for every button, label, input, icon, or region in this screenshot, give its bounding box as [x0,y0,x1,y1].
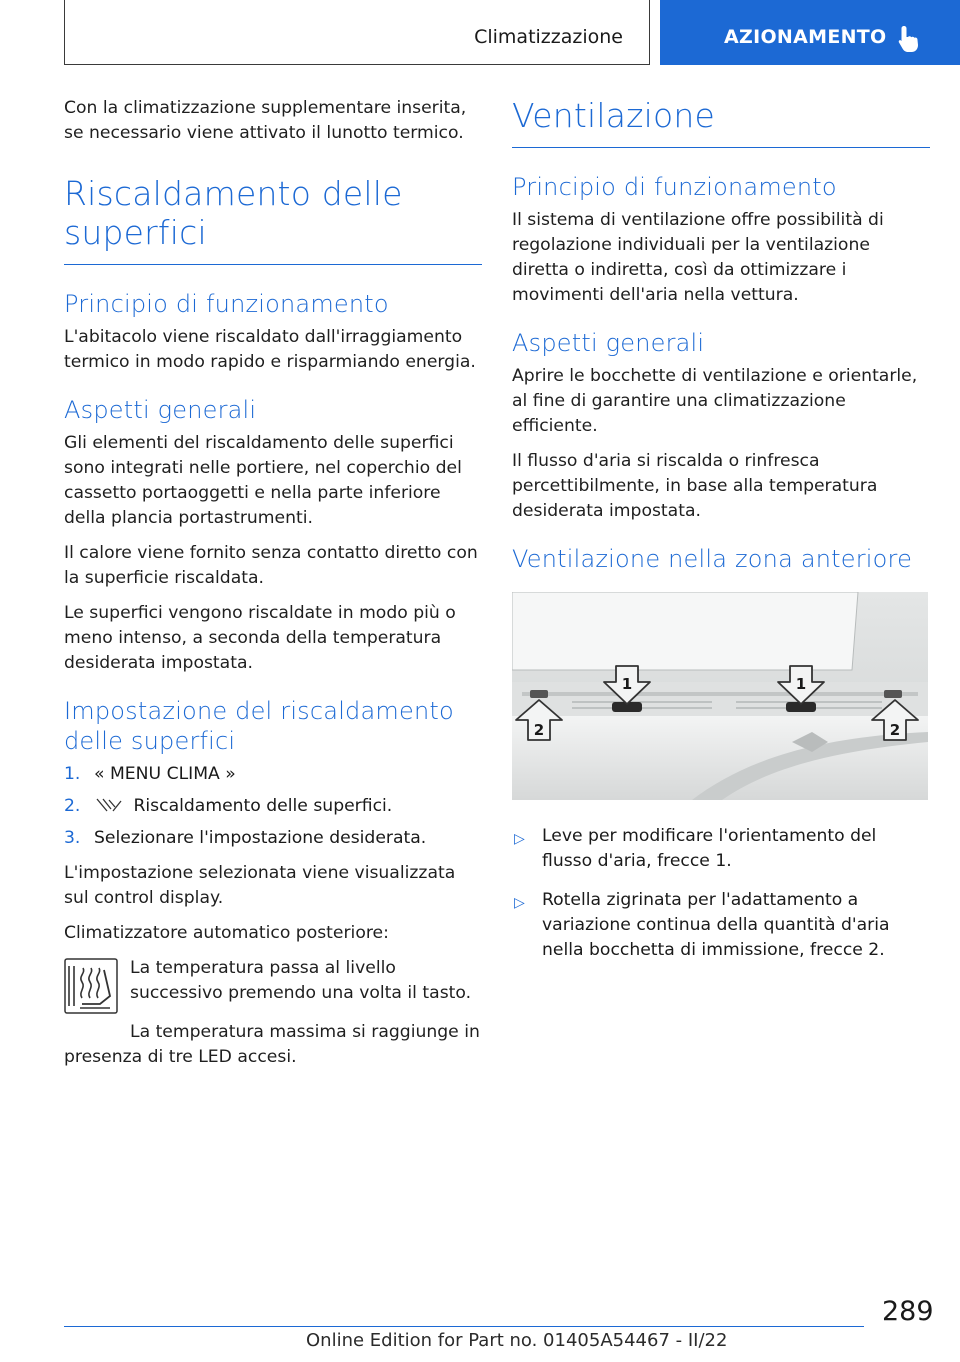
step-text: « MENU CLIMA » [94,764,236,784]
arrow-label: 2 [889,721,901,739]
bullet-triangle-icon: ▷ [514,895,525,911]
setting-paragraph-4: La temperatura massima si raggiunge in presenza di tre LED accesi. [64,1022,480,1067]
heading-vent-general: Aspetti generali [512,329,705,357]
footer-divider [64,1326,864,1327]
list-item [512,824,930,874]
bullet-triangle-icon: ▷ [514,831,525,847]
list-item [512,888,930,963]
right-column [512,96,930,977]
arrow-label: 1 [795,675,807,693]
setting-paragraph-1: L'impostazione selezionata viene visualizzata sul control display. [64,863,456,908]
page-number: 289 [882,1296,934,1327]
hand-pointer-icon [896,24,922,54]
setting-paragraph-2: Climatizzatore automatico posteriore: [64,923,389,943]
step-text: Riscaldamento delle superfici. [133,796,393,816]
step-number: 1. [64,764,81,784]
heading-principle: Principio di funzionamento [64,290,389,318]
left-column [64,96,482,1080]
vent-general-paragraph-1: Aprire le bocchette di ventilazione e orientarle, al fine di garantire una climatizzazione efficiente. [512,366,918,436]
bullet-text: Leve per modificare l'orientamento del flusso d'aria, frecce 1. [542,826,877,871]
step-item [64,826,482,851]
general-paragraph-3: Le superfici vengono riscaldate in modo più o meno intenso, a seconda della temperatura desiderata impostata. [64,603,456,673]
header-section-title: Climatizzazione [474,26,623,48]
intro-paragraph: Con la climatizzazione supplementare inserita, se necessario viene attivato il lunotto termico. [64,98,467,143]
heading-general: Aspetti generali [64,396,257,424]
arrow-label: 2 [533,721,545,739]
step-text: Selezionare l'impostazione desiderata. [94,828,427,848]
step-item [64,762,482,787]
vent-principle-text: Il sistema di ventilazione offre possibilità di regolazione individuali per la ventilazione diretta o indiretta, così da ottimizzare i movimenti dell'aria nella vettura. [512,210,884,305]
rear-seat-heating-button-icon [64,958,118,1014]
header-chapter-title: AZIONAMENTO [724,26,887,48]
footer-edition: Online Edition for Part no. 01405A54467 - II/22 [306,1330,728,1351]
general-paragraph-2: Il calore viene fornito senza contatto diretto con la superficie riscaldata. [64,543,478,588]
vent-bullet-list [512,824,930,963]
heading-vent-principle: Principio di funzionamento [512,173,837,201]
heading-surface-heating: Riscaldamento delle superfici [64,174,482,265]
heading-setting: Impostazione del riscaldamento delle superfici [64,697,454,755]
setting-paragraph-3: La temperatura passa al livello successivo premendo una volta il tasto. [130,958,472,1003]
arrow-label: 1 [621,675,633,693]
surface-heating-icon [94,796,124,814]
step-number: 3. [64,828,81,848]
header-section-box [64,0,650,65]
general-paragraph-1: Gli elementi del riscaldamento delle superfici sono integrati nelle portiere, nel coperchio del cassetto portaoggetti e nella parte inferiore della plancia portastrumenti. [64,433,462,528]
front-vents-photo [512,592,928,800]
header-chapter-box [660,0,960,65]
bullet-text: Rotella zigrinata per l'adattamento a variazione continua della quantità d'aria nella bocchetta di immissione, frecce 2. [542,890,890,960]
seat-heating-button-row [64,956,482,1018]
heading-ventilation: Ventilazione [512,96,930,148]
step-number: 2. [64,796,81,816]
step-item [64,794,482,819]
setting-steps [64,762,482,851]
vent-general-paragraph-2: Il flusso d'aria si riscalda o rinfresca percettibilmente, in base alla temperatura desiderata impostata. [512,451,878,521]
heading-front-ventilation: Ventilazione nella zona anteriore [512,545,913,573]
principle-text: L'abitacolo viene riscaldato dall'irraggiamento termico in modo rapido e risparmiando energia. [64,327,476,372]
